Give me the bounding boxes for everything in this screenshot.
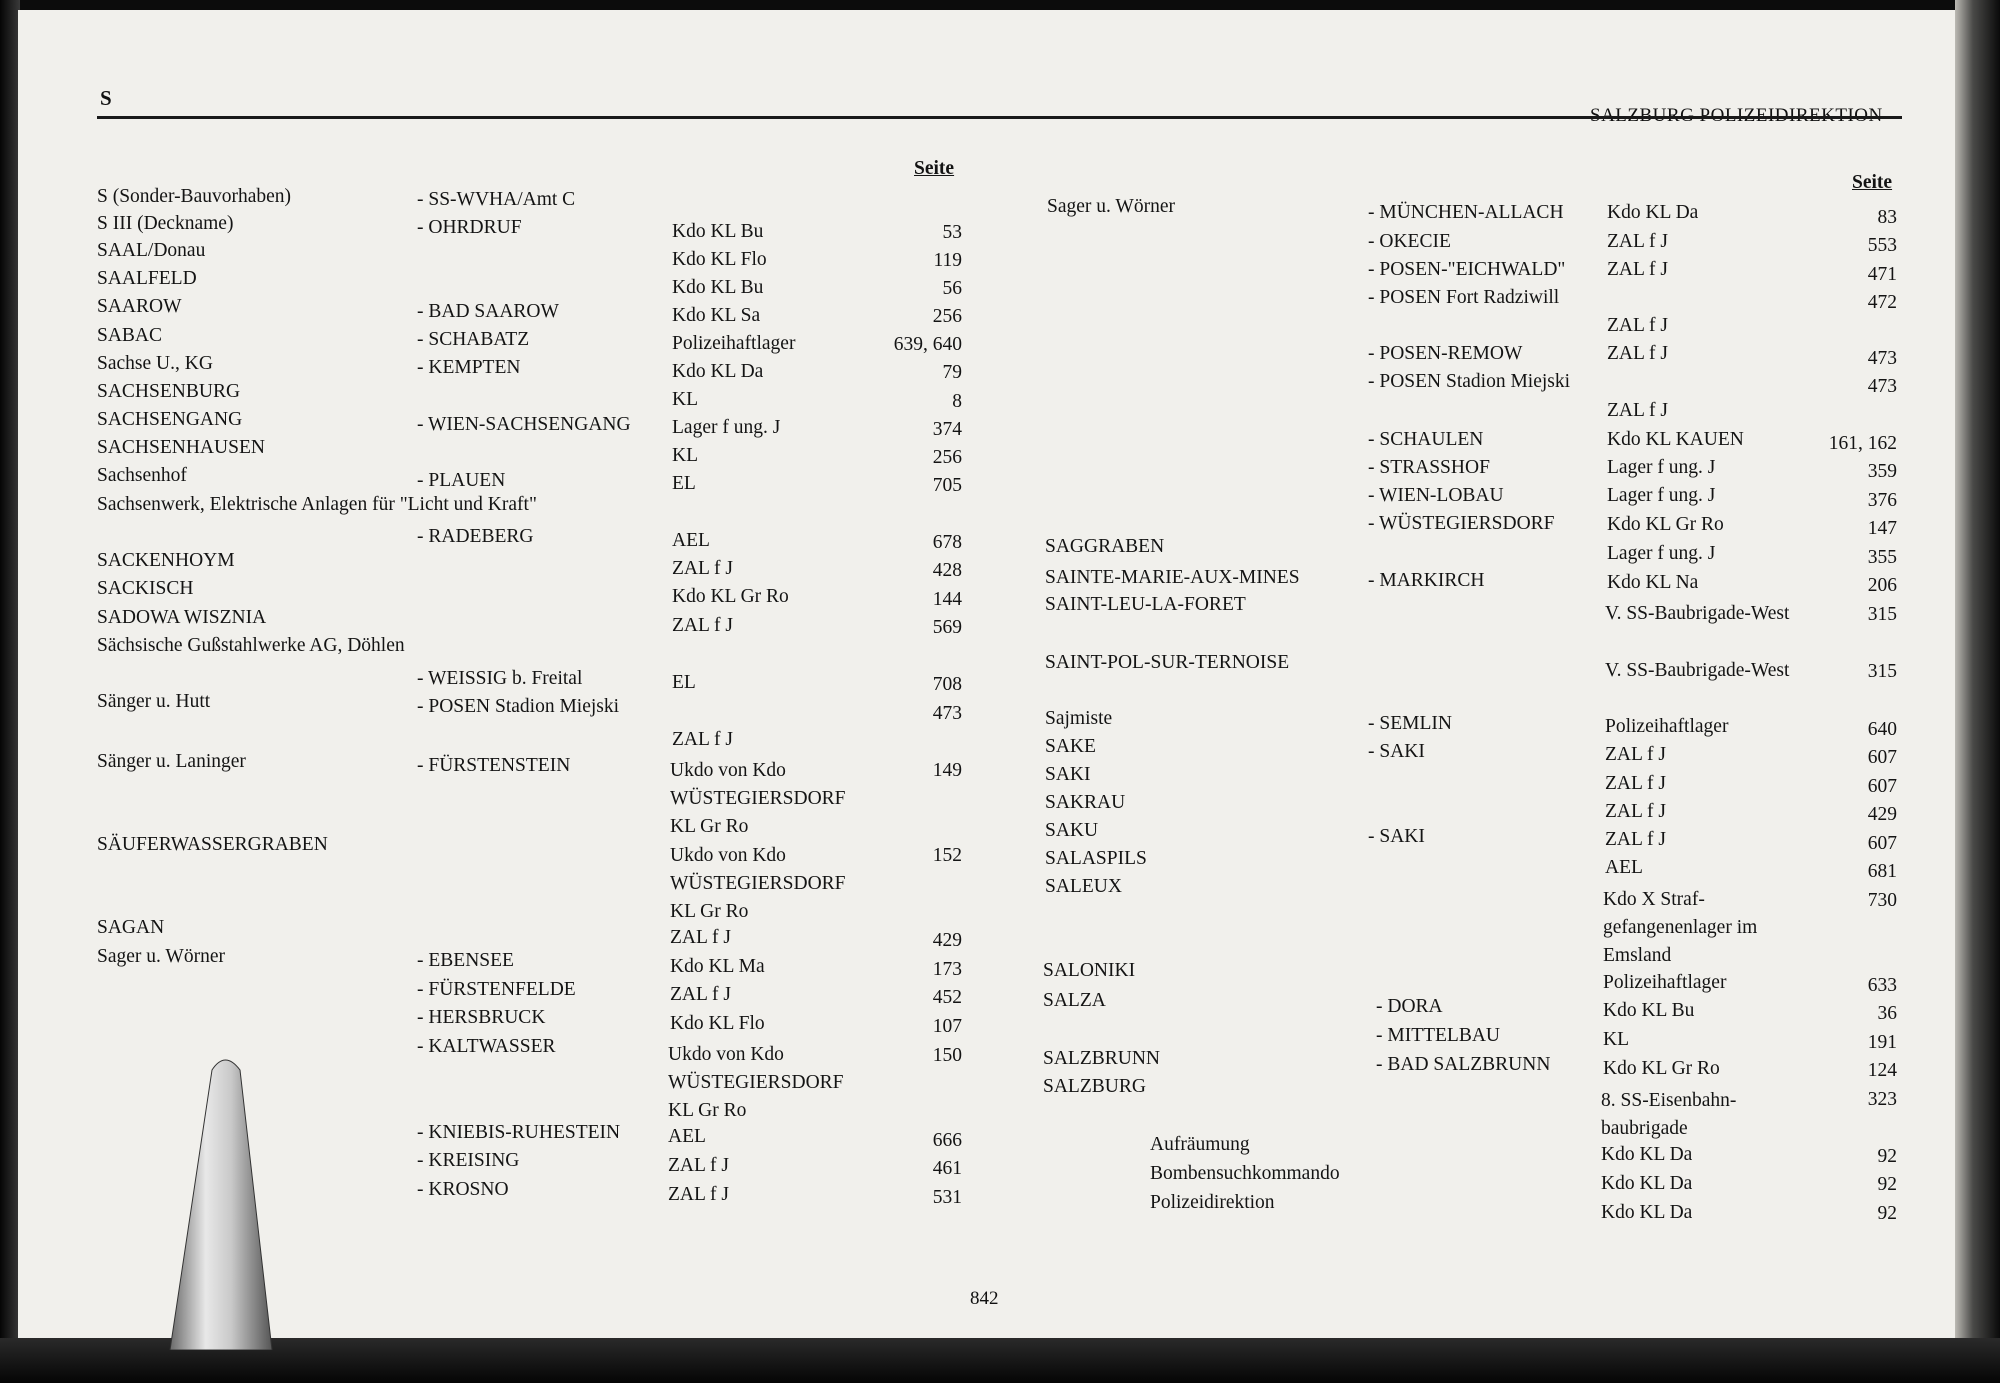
entry-name: Sänger u. Hutt [97,691,211,712]
header-rule [97,116,1902,119]
entry-name: Sachse U., KG [97,353,213,374]
entry-type: Kdo X Straf-gefangenenlager im Emsland [1603,889,1758,966]
entry-name: SAAL/Donau [97,240,206,261]
entry-place: - SAKI [1368,741,1425,762]
entry-place: Polizeidirektion [1150,1192,1275,1213]
entry-type: KL [672,389,698,410]
entry-name: S (Sonder-Bauvorhaben) [97,186,292,207]
entry-type: Kdo KL Da [672,361,764,382]
entry-place: - KNIEBIS-RUHESTEIN [417,1122,621,1143]
entry-page: 705 [932,475,962,496]
entry-place: - KREISING [417,1150,520,1171]
entry-name: SACKENHOYM [97,550,235,571]
entry-place: - WÜSTEGIERSDORF [1368,513,1555,534]
right-column-header: Seite [1852,172,1893,193]
entry-name: SAINTE-MARIE-AUX-MINES [1045,567,1300,588]
entry-place: - WIEN-SACHSENGANG [417,414,631,435]
entry-type: Kdo KL Bu [672,277,764,298]
entry-place: - SCHABATZ [417,329,530,350]
entry-type: 8. SS-Eisenbahn-baubrigade [1601,1090,1737,1139]
entry-place: - WEISSIG b. Freital [417,668,583,689]
entry-place: - POSEN-"EICHWALD" [1368,259,1566,280]
entry-page: 147 [1867,518,1897,539]
entry-type: ZAL f J [668,1155,730,1176]
entry-place: - MÜNCHEN-ALLACH [1368,202,1564,223]
entry-type: ZAL f J [1605,829,1667,850]
entry-page: 678 [932,532,962,553]
entry-type: Kdo KL Gr Ro [1603,1058,1720,1079]
entry-page: 569 [932,617,962,638]
entry-page: 473 [932,703,962,724]
entry-page: 666 [932,1130,962,1151]
entry-name: SACHSENBURG [97,381,241,402]
entry-type: V. SS-Baubrigade-West [1605,660,1790,681]
entry-page: 607 [1867,833,1897,854]
entry-type: Lager f ung. J [672,417,781,438]
entry-page: 681 [1867,861,1897,882]
entry-page: 119 [933,250,962,271]
entry-type: Ukdo von Kdo WÜSTEGIERSDORF KL Gr Ro [668,1044,844,1121]
entry-page: 452 [932,987,962,1008]
entry-page: 374 [932,419,962,440]
entry-place: - RADEBERG [417,526,534,547]
entry-type: Kdo KL Na [1607,572,1699,593]
book-left-edge [0,0,20,1383]
entry-name: SÄUFERWASSERGRABEN [97,834,328,855]
entry-place: - DORA [1376,996,1443,1017]
entry-page: 191 [1867,1032,1897,1053]
entry-name: Sajmiste [1045,708,1113,729]
entry-page: 92 [1877,1174,1897,1195]
entry-type: Kdo KL Da [1601,1202,1693,1223]
entry-place: - BAD SALZBRUNN [1376,1054,1551,1075]
entry-page: 633 [1867,975,1897,996]
entry-type: ZAL f J [668,1184,730,1205]
entry-page: 256 [932,306,962,327]
entry-page: 92 [1877,1146,1897,1167]
entry-type: AEL [672,530,710,551]
entry-page: 531 [932,1187,962,1208]
entry-place: - OKECIE [1368,231,1451,252]
entry-name: Sager u. Wörner [1047,196,1175,217]
entry-page: 83 [1877,207,1897,228]
entry-place: - MITTELBAU [1376,1025,1501,1046]
entry-type: Kdo KL Flo [670,1013,765,1034]
entry-page: 92 [1877,1203,1897,1224]
entry-name: SADOWA WISZNIA [97,607,267,628]
entry-type: KL [672,445,698,466]
entry-page: 607 [1867,747,1897,768]
entry-name: SAAROW [97,296,182,317]
entry-type: ZAL f J [672,729,734,750]
entry-name: SAINT-LEU-LA-FORET [1045,594,1246,615]
entry-page: 107 [932,1016,962,1037]
entry-place: - SS-WVHA/Amt C [417,189,576,210]
entry-name: SAGAN [97,917,165,938]
entry-name: Sager u. Wörner [97,946,225,967]
entry-name: SALASPILS [1045,848,1147,869]
entry-page: 607 [1867,776,1897,797]
entry-page: 124 [1867,1060,1897,1081]
entry-page: 640 [1867,719,1897,740]
entry-type: ZAL f J [1607,231,1669,252]
entry-name: SACKISCH [97,578,194,599]
entry-place: - POSEN Fort Radziwill [1368,287,1560,308]
entry-page: 708 [932,674,962,695]
entry-name: SACHSENGANG [97,409,243,430]
pen-object [150,1050,310,1350]
entry-type: ZAL f J [670,927,732,948]
entry-page: 323 [1867,1089,1897,1110]
entry-name: S III (Deckname) [97,213,234,234]
entry-page: 256 [932,447,962,468]
entry-place: - FÜRSTENFELDE [417,979,576,1000]
entry-page: 315 [1867,661,1897,682]
entry-name: SAGGRABEN [1045,536,1165,557]
entry-name: SAKRAU [1045,792,1126,813]
entry-type: Kdo KL KAUEN [1607,429,1744,450]
entry-page: 149 [932,760,962,781]
entry-type: Kdo KL Sa [672,305,761,326]
entry-place: - OHRDRUF [417,217,522,238]
entry-name: SAKI [1045,764,1091,785]
entry-type: ZAL f J [1605,744,1667,765]
entry-name: SAKE [1045,736,1096,757]
entry-page: 553 [1867,235,1897,256]
entry-name: SAALFELD [97,268,197,289]
entry-type: Polizeihaftlager [1605,716,1729,737]
entry-page: 161, 162 [1828,433,1897,454]
entry-place: - POSEN Stadion Miejski [1368,371,1571,392]
entry-page: 472 [1867,292,1897,313]
entry-type: Ukdo von Kdo WÜSTEGIERSDORF KL Gr Ro [670,760,846,837]
entry-type: Kdo KL Da [1601,1173,1693,1194]
entry-name: SAINT-POL-SUR-TERNOISE [1045,652,1290,673]
entry-type: KL [1603,1029,1629,1050]
entry-type: ZAL f J [670,984,732,1005]
entry-type: ZAL f J [1607,259,1669,280]
page-number: 842 [970,1288,999,1309]
entry-page: 144 [932,589,962,610]
entry-page: 355 [1867,547,1897,568]
entry-type: ZAL f J [1607,315,1669,336]
entry-place: - KALTWASSER [417,1036,556,1057]
entry-page: 461 [932,1158,962,1179]
entry-name: SACHSENHAUSEN [97,437,265,458]
entry-type: Kdo KL Bu [1603,1000,1695,1021]
entry-place: - STRASSHOF [1368,457,1490,478]
entry-name: Sächsische Gußstahlwerke AG, Döhlen [97,635,405,656]
entry-type: Kdo KL Ma [670,956,765,977]
entry-page: 471 [1867,264,1897,285]
entry-type: Lager f ung. J [1607,543,1716,564]
entry-type: Polizeihaftlager [672,333,796,354]
entry-name: SALZBURG [1043,1076,1146,1097]
entry-place: Aufräumung [1150,1134,1250,1155]
entry-page: 79 [942,362,962,383]
entry-place: - EBENSEE [417,950,514,971]
entry-name: SALEUX [1045,876,1122,897]
entry-type: ZAL f J [1607,343,1669,364]
entry-place: - POSEN Stadion Miejski [417,696,620,717]
entry-place: - POSEN-REMOW [1368,343,1523,364]
entry-type: ZAL f J [1605,801,1667,822]
entry-place: - WIEN-LOBAU [1368,485,1504,506]
entry-page: 36 [1877,1003,1897,1024]
entry-page: 376 [1867,490,1897,511]
section-letter: S [100,86,113,110]
entry-page: 206 [1867,575,1897,596]
entry-type: EL [672,672,696,693]
entry-name: SAKU [1045,820,1099,841]
entry-place: - BAD SAAROW [417,301,559,322]
entry-type: Polizeihaftlager [1603,972,1727,993]
entry-type: V. SS-Baubrigade-West [1605,603,1790,624]
entry-page: 730 [1867,890,1897,911]
entry-page: 315 [1867,604,1897,625]
entry-page: 8 [952,391,962,412]
running-title: SALZBURG POLIZEIDIREKTION [1590,105,1883,126]
entry-page: 359 [1867,461,1897,482]
entry-place: - SAKI [1368,826,1425,847]
entry-type: Kdo KL Bu [672,221,764,242]
show-through-text [670,190,675,210]
entry-place: - PLAUEN [417,470,506,491]
book-gutter [1955,0,2000,1383]
entry-place: - SCHAULEN [1368,429,1484,450]
entry-place: - HERSBRUCK [417,1007,546,1028]
entry-type: ZAL f J [672,558,734,579]
entry-type: Lager f ung. J [1607,485,1716,506]
entry-type: AEL [668,1126,706,1147]
entry-name: Sachsenhof [97,465,187,486]
entry-name: SALZA [1043,990,1106,1011]
entry-name: Sänger u. Laninger [97,751,246,772]
entry-type: ZAL f J [1607,400,1669,421]
entry-page: 473 [1867,348,1897,369]
entry-type: Kdo KL Da [1601,1144,1693,1165]
entry-type: AEL [1605,857,1643,878]
entry-page: 473 [1867,376,1897,397]
entry-page: 429 [932,930,962,951]
entry-place: - SEMLIN [1368,713,1452,734]
entry-page: 53 [942,222,962,243]
entry-page: 428 [932,560,962,581]
entry-type: Ukdo von Kdo WÜSTEGIERSDORF KL Gr Ro [670,845,846,922]
entry-name: SALONIKI [1043,960,1136,981]
entry-name: SABAC [97,325,163,346]
entry-page: 152 [932,845,962,866]
entry-place: Bombensuchkommando [1150,1163,1340,1184]
entry-type: ZAL f J [1605,773,1667,794]
left-column-header: Seite [914,158,955,179]
entry-name: SALZBRUNN [1043,1048,1161,1069]
entry-page: 173 [932,959,962,980]
entry-type: Kdo KL Gr Ro [672,586,789,607]
entry-type: EL [672,473,696,494]
entry-page: 429 [1867,804,1897,825]
entry-page: 639, 640 [893,334,962,355]
entry-place: - KEMPTEN [417,357,521,378]
entry-page: 150 [932,1045,962,1066]
entry-page: 56 [942,278,962,299]
entry-type: Lager f ung. J [1607,457,1716,478]
entry-place: - FÜRSTENSTEIN [417,755,571,776]
entry-type: Kdo KL Flo [672,249,767,270]
entry-type: Kdo KL Da [1607,202,1699,223]
entry-type: Kdo KL Gr Ro [1607,514,1724,535]
entry-place: - MARKIRCH [1368,570,1485,591]
entry-place: - KROSNO [417,1179,509,1200]
entry-name: Sachsenwerk, Elektrische Anlagen für "Licht und Kraft" [97,494,537,515]
entry-type: ZAL f J [672,615,734,636]
